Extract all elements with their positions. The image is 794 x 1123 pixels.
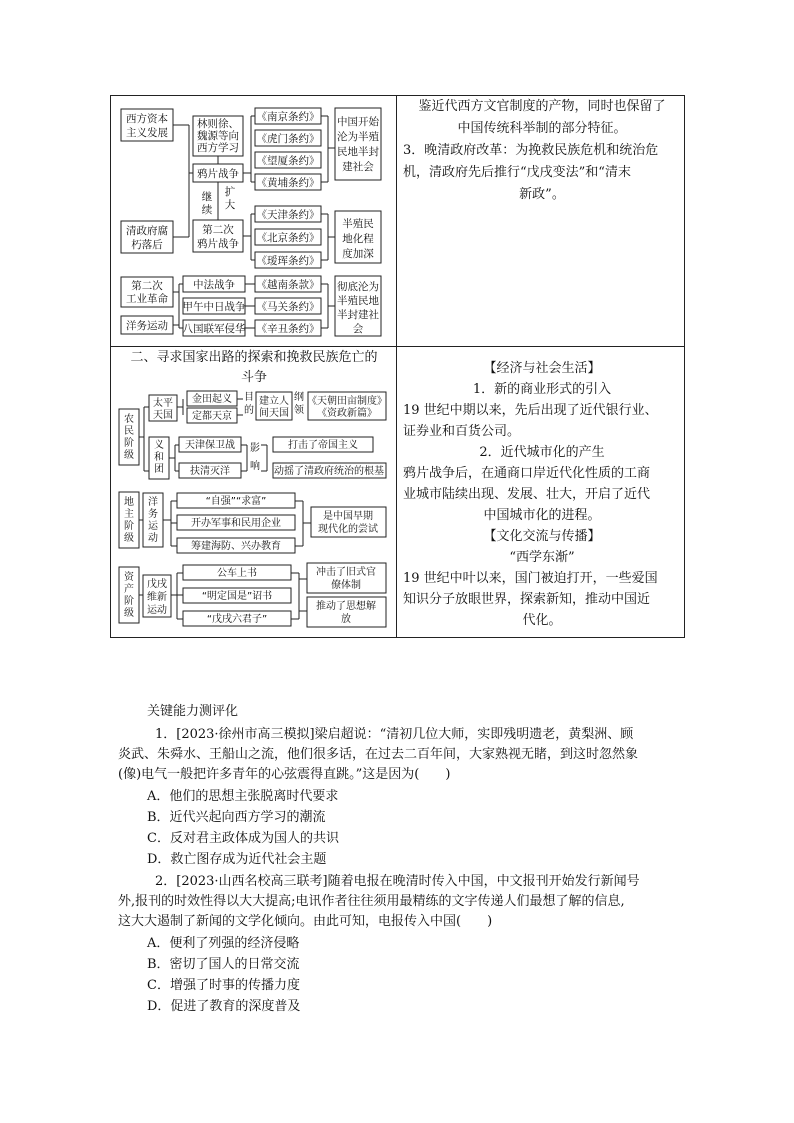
d2-jianli-1: 建立人 xyxy=(259,396,289,407)
rb-sub3: “西学东渐” xyxy=(509,550,575,565)
rb-p1b: 证券业和百货公司。 xyxy=(403,424,521,439)
treaty-humen: 《虎门条约》 xyxy=(256,133,320,145)
d2-zaoqi-1: 是中国早期 xyxy=(323,511,373,522)
d2-dongyao: 动摇了清政府统治的根基 xyxy=(274,466,384,477)
diag1-qingzheng-1: 清政府腐 xyxy=(126,225,168,237)
q2-option-a[interactable]: A．便利了列强的经济侵略 xyxy=(147,936,300,951)
diag1-res3-2: 半殖民地 xyxy=(337,295,379,307)
d2-wuxu-1: 戊戌 xyxy=(147,579,167,590)
treaty-huangpu: 《黄埔条约》 xyxy=(256,177,320,189)
d2-zizheng: 《资政新篇》 xyxy=(317,408,377,419)
diag1-dierci-2: 鸦片战争 xyxy=(197,238,239,250)
d2-nongmin-2: 民 xyxy=(124,426,134,437)
rb-heading-economy: 【经济与社会生活】 xyxy=(483,361,601,376)
diag1-res3-1: 彻底沦为 xyxy=(337,281,379,293)
d2-jianli-2: 间天国 xyxy=(259,408,289,419)
q2-line2: 外,报刊的时效性得以大大提高;电讯作者往往须用最精练的文字传递人们最想了解的信息, xyxy=(118,894,625,909)
d2-fuqing: 扶清灭洋 xyxy=(190,466,230,477)
d2-yangwu-2: 务 xyxy=(148,509,158,520)
d2-yangwu-3: 运 xyxy=(148,521,158,532)
d2-yihe-3: 团 xyxy=(154,464,164,475)
d2-tianchao: 《天朝田亩制度》 xyxy=(307,396,387,407)
d2-tianjin: 天津保卫战 xyxy=(185,440,235,451)
rb-p3c: 代化。 xyxy=(522,613,562,628)
d2-dingdu: 定都天京 xyxy=(192,411,232,422)
d2-dizhu-1: 地 xyxy=(124,497,134,508)
right-top-line1: 鉴近代西方文官制度的产物，同时也保留了 xyxy=(418,99,666,114)
d2-mudi-2: 的 xyxy=(244,405,254,416)
q1-line1: 1．[2023·徐州市高三模拟]梁启超说：“清初几位大师，实即残明遗老，黄梨洲、顾 xyxy=(155,727,634,742)
d2-chongji-2: 僚体制 xyxy=(331,580,361,591)
d2-jintian: 金田起义 xyxy=(192,394,232,405)
table-divider-vertical xyxy=(396,96,397,637)
diag1-lin-2: 魏源等向 xyxy=(197,130,239,142)
diag1-jicheng-1: 继 xyxy=(201,191,213,203)
d2-dizhu-3: 阶 xyxy=(124,521,134,532)
war-jiawu: 甲午中日战争 xyxy=(182,301,246,313)
diag1-kuoda-2: 大 xyxy=(224,199,236,211)
d2-zichan-2: 产 xyxy=(124,584,134,595)
q2-option-b[interactable]: B．密切了国人的日常交流 xyxy=(147,957,300,972)
d2-gangling-2: 领 xyxy=(294,405,304,416)
diag1-kuoda-1: 扩 xyxy=(224,186,236,198)
treaty-maguan: 《马关条约》 xyxy=(256,301,320,313)
d2-choujian: 筹建海防、兴办教育 xyxy=(191,541,281,552)
diag1-res3-4: 会 xyxy=(352,323,364,335)
d2-daji: 打击了帝国主义 xyxy=(288,440,358,451)
d2-yingxiang-1: 影 xyxy=(250,443,260,454)
treaty-nanjing: 《南京条约》 xyxy=(256,111,320,123)
q1-line3: (像)电气一般把许多青年的心弦震得直跳。”这是因为( ) xyxy=(118,767,451,782)
diag1-res1-1: 中国开始 xyxy=(337,116,379,128)
d2-gangling-1: 纲 xyxy=(294,392,304,403)
rb-heading-culture: 【文化交流与传播】 xyxy=(483,529,601,544)
rb-p2b: 业城市陆续出现、发展、壮大，开启了近代 xyxy=(403,487,651,502)
d2-nongmin-1: 农 xyxy=(124,414,134,425)
d2-dizhu-4: 级 xyxy=(124,533,134,544)
diag1-yangwu: 洋务运动 xyxy=(126,320,168,332)
d2-yangwu-1: 洋 xyxy=(148,497,158,508)
rb-p2a: 鸦片战争后，在通商口岸近代化性质的工商 xyxy=(403,466,651,481)
d2-zichan-1: 资 xyxy=(124,572,134,583)
summary-table xyxy=(110,95,685,638)
d2-wuxu-3: 运动 xyxy=(147,605,167,616)
d2-yangwu-4: 动 xyxy=(148,533,158,544)
d2-zichan-4: 级 xyxy=(124,608,134,619)
diagram-national-salvation xyxy=(111,389,396,634)
d2-zaoqi-2: 现代化的尝试 xyxy=(318,524,378,535)
diag1-res1-4: 建社会 xyxy=(342,161,374,173)
section2-title xyxy=(113,348,395,388)
d2-kaiban: 开办军事和民用企业 xyxy=(191,518,281,529)
d2-ziqiang: “自强”“求富” xyxy=(205,496,267,507)
treaty-tianjin: 《天津条约》 xyxy=(256,209,320,221)
rb-sub1: 1．新的商业形式的引入 xyxy=(472,382,612,397)
d2-mingding: “明定国是”诏书 xyxy=(201,591,273,602)
diag1-dierci-1: 第二次 xyxy=(202,224,234,236)
treaty-wangxia: 《望厦条约》 xyxy=(256,155,320,167)
diag1-res1-3: 民地半封 xyxy=(337,146,379,158)
d2-gongche: 公车上书 xyxy=(217,568,257,579)
section2-title-line1: 二、寻求国家出路的探索和挽救民族危亡的 xyxy=(130,350,378,365)
war-zhongfa: 中法战争 xyxy=(193,279,235,291)
d2-nongmin-4: 级 xyxy=(124,450,134,461)
q2-line3: 这大大遏制了新闻的文学化倾向。由此可知，电报传入中国( ) xyxy=(118,914,493,929)
diag1-res1-2: 沦为半殖 xyxy=(337,131,379,143)
d2-dizhu-2: 主 xyxy=(124,509,134,520)
right-top-line2: 中国传统科举制的部分特征。 xyxy=(457,121,627,136)
diag1-erci-1: 第二次 xyxy=(131,280,163,292)
d2-taiping-1: 太平 xyxy=(153,398,173,409)
diag1-yapian: 鸦片战争 xyxy=(197,168,239,180)
q2-option-d[interactable]: D．促进了教育的深度普及 xyxy=(147,999,301,1014)
table-divider-horizontal xyxy=(111,346,684,347)
q1-option-b[interactable]: B．近代兴起向西方学习的潮流 xyxy=(147,810,326,825)
diag1-qingzheng-2: 朽落后 xyxy=(131,239,163,251)
questions-heading: 关键能力测评化 xyxy=(147,704,239,719)
d2-yihe-2: 和 xyxy=(154,452,164,463)
d2-chongji-1: 冲击了旧式官 xyxy=(316,567,376,578)
d2-taiping-2: 天国 xyxy=(153,410,173,421)
diag1-res3-3: 半封建社 xyxy=(337,309,379,321)
right-top-line4: 机，清政府先后推行“戊戌变法”和“清末 xyxy=(403,165,631,180)
d2-tuidong-1: 推动了思想解 xyxy=(316,601,376,612)
section2-title-line2: 斗争 xyxy=(240,370,267,385)
treaty-beijing: 《北京条约》 xyxy=(256,232,320,244)
treaty-yuenan: 《越南条款》 xyxy=(256,279,320,291)
q2-option-c[interactable]: C．增强了时事的传播力度 xyxy=(147,978,300,993)
diag1-lin-3: 西方学习 xyxy=(197,142,239,154)
diag1-xifang-1: 西方资本 xyxy=(126,113,168,125)
right-top-line5: 新政”。 xyxy=(519,187,565,202)
diag1-xifang-2: 主义发展 xyxy=(126,127,168,139)
d2-liujunzi: “戊戌六君子” xyxy=(206,614,268,625)
d2-yingxiang-2: 响 xyxy=(250,461,260,472)
diag1-lin-1: 林则徐、 xyxy=(197,118,239,130)
rb-p2c: 中国城市化的进程。 xyxy=(483,508,601,523)
diag1-res2-1: 半殖民 xyxy=(342,218,374,230)
d2-mudi-1: 目 xyxy=(244,392,254,403)
rb-p3a: 19 世纪中叶以来，国门被迫打开，一些爱国 xyxy=(403,571,658,586)
d2-zichan-3: 阶 xyxy=(124,596,134,607)
d2-yihe-1: 义 xyxy=(154,440,164,451)
q2-line1: 2．[2023·山西名校高三联考]随着电报在晚清时传入中国，中文报刊开始发行新闻号 xyxy=(155,874,640,889)
q1-option-d[interactable]: D．救亡图存成为近代社会主题 xyxy=(147,852,327,867)
rb-p3b: 知识分子放眼世界，探索新知，推动中国近 xyxy=(403,592,651,607)
diag1-res2-2: 地化程 xyxy=(342,233,374,245)
d2-wuxu-2: 维新 xyxy=(147,592,167,603)
d2-nongmin-3: 阶 xyxy=(124,438,134,449)
war-baguo: 八国联军侵华 xyxy=(182,323,246,335)
diag1-erci-2: 工业革命 xyxy=(126,293,168,305)
treaty-xinchou: 《辛丑条约》 xyxy=(256,323,320,335)
treaty-aihui: 《瑷珲条约》 xyxy=(256,255,320,267)
d2-tuidong-2: 放 xyxy=(341,614,351,625)
right-top-line3: 3．晚清政府改革：为挽救民族危机和统治危 xyxy=(403,143,659,158)
rb-sub2: 2．近代城市化的产生 xyxy=(479,445,605,460)
rb-p1a: 19 世纪中期以来，先后出现了近代银行业、 xyxy=(403,403,658,418)
diag1-res2-3: 度加深 xyxy=(342,248,374,260)
q1-option-c[interactable]: C．反对君主政体成为国人的共识 xyxy=(147,831,339,846)
diagram-modern-history-treaties xyxy=(111,96,396,346)
q1-line2: 炎武、朱舜水、王船山之流，他们很多话，在过去二百年间，大家熟视无睹，到这时忽然象 xyxy=(118,747,639,762)
diag1-jicheng-2: 续 xyxy=(201,204,213,216)
q1-option-a[interactable]: A．他们的思想主张脱离时代要求 xyxy=(147,789,339,804)
